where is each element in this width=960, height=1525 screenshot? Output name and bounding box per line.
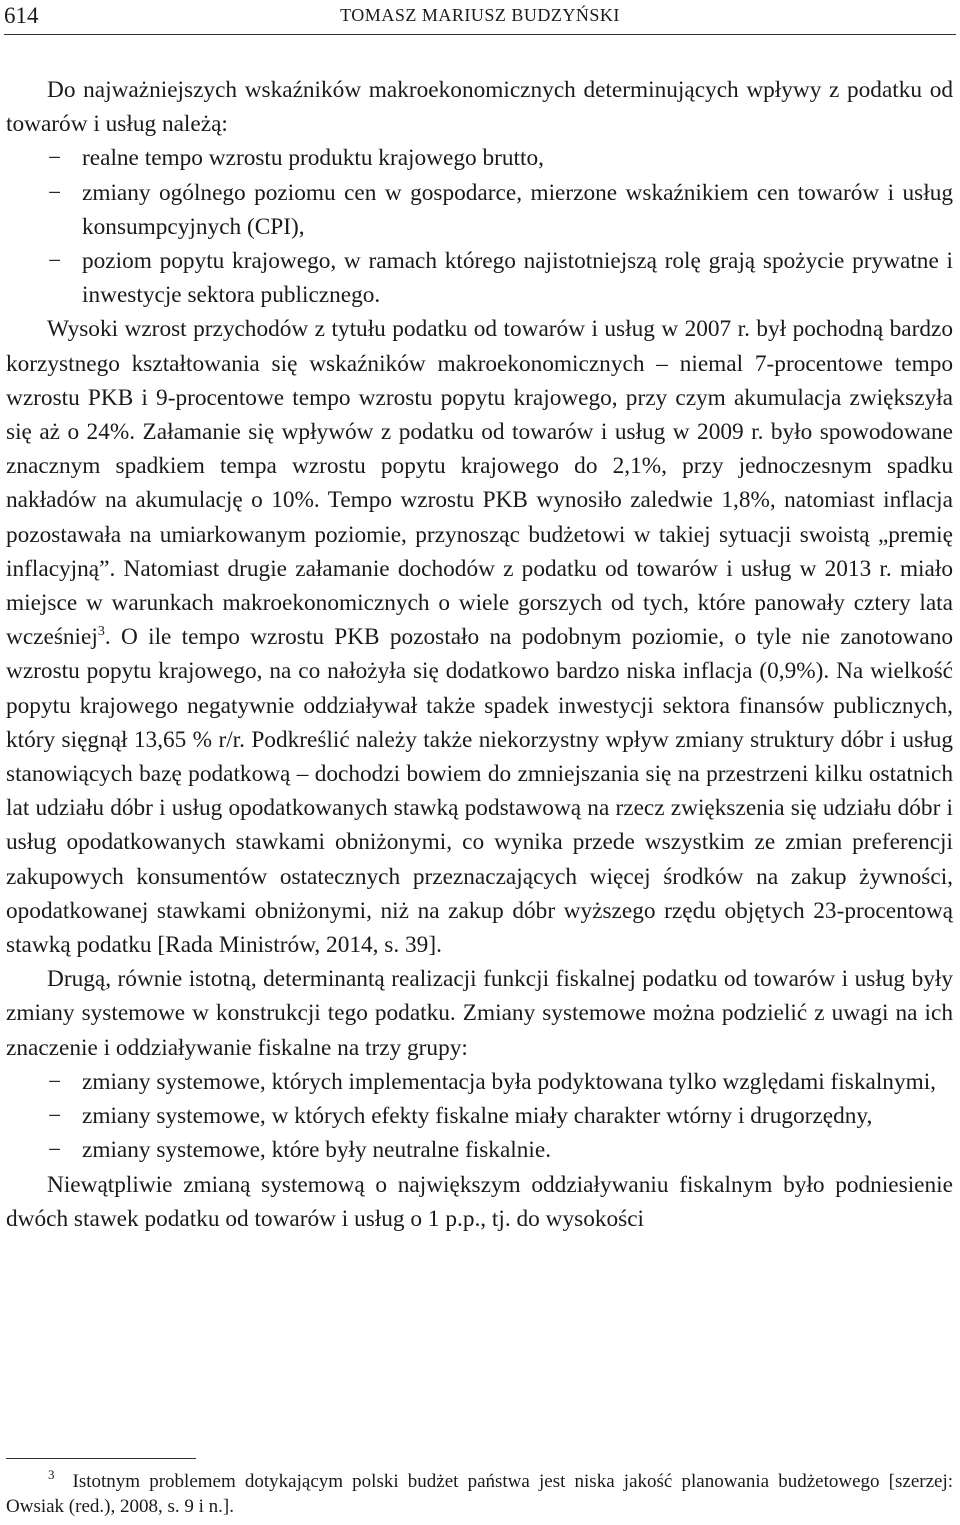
dash-bullet: − [48, 1137, 62, 1164]
list-item [6, 1133, 953, 1167]
footnote-marker: 3 [48, 1467, 55, 1482]
list-item [6, 1099, 953, 1133]
dash-bullet: − [48, 145, 62, 172]
list-item-text: realne tempo wzrostu produktu krajowego brutto, [82, 145, 544, 172]
running-head: TOMASZ MARIUSZ BUDZYŃSKI [340, 5, 620, 25]
main-text [6, 68, 953, 1236]
list-item [6, 244, 953, 312]
determinants-list [6, 141, 953, 312]
list-item-text: zmiany systemowe, które były neutralne fiskalnie. [82, 1137, 552, 1164]
list-item-text: zmiany systemowe, w których efekty fiskalne miały charakter wtórny i drugorzędny, [82, 1103, 873, 1130]
analysis-paragraph [6, 312, 953, 962]
footnote-reference: 3 [97, 624, 105, 640]
list-item-text: poziom popytu krajowego, w ramach którego najistotniejszą rolę grają spożycie prywatne i inwestycje sektora publicznego. [82, 248, 953, 309]
dash-bullet: − [48, 1068, 62, 1095]
dash-bullet: − [48, 248, 62, 275]
closing-paragraph: Niewątpliwie zmianą systemową o największym oddziaływaniu fiskalnym było podniesienie dwóch stawek podatku od towarów i usług o 1 p.p., tj. do wysokości [6, 1171, 953, 1232]
systemic-changes-list [6, 1065, 953, 1168]
paragraph-text: Wysoki wzrost przychodów z tytułu podatku od towarów i usług w 2007 r. był pochodną bardzo korzystnego kształtowania się wskaźników makroekonomicznych – niemal 7-procentowe tempo wzrostu PKB i 9-procentowe tempo wzrostu popytu krajowego, przy czym akumulacja zwiększyła się aż o 24%. Załamanie się wpływów z podatku od towarów i usług w 2009 r. było spowodowane znacznym spadkiem tempa wzrostu popytu krajowego do 2,1%, przy jednoczesnym spadku nakładów na akumulację o 10%. Tempo wzrostu PKB wynosiło zaledwie 1,8%, natomiast inflacja pozostawała na umiarkowanym poziomie, przynosząc budżetowi w takiej sytuacji swoistą „premię inflacyjną”. Natomiast drugie załamanie dochodów z podatku od towarów i usług w 2013 r. miało miejsce w warunkach makroekonomicznych o wiele gorszych od tych, które panowały cztery lata wcześniej [6, 316, 953, 651]
footnote [6, 1467, 953, 1519]
footnote-divider [6, 1458, 196, 1459]
list-item-text: zmiany ogólnego poziomu cen w gospodarce, mierzone wskaźnikiem cen towarów i usług konsumpcyjnych (CPI), [82, 179, 953, 240]
page-header [4, 0, 956, 35]
list-item-text: zmiany systemowe, których implementacja była podyktowana tylko względami fiskalnymi, [82, 1068, 937, 1095]
systemic-changes-paragraph: Drugą, równie istotną, determinantą realizacji funkcji fiskalnej podatku od towarów i usług były zmiany systemowe w konstrukcji tego podatku. Zmiany systemowe można podzielić z uwagi na ich znaczenie i oddziaływanie fiskalne na trzy grupy: [6, 966, 953, 1061]
list-item [6, 141, 953, 175]
intro-paragraph: Do najważniejszych wskaźników makroekonomicznych determinujących wpływy z podatku od towarów i usług należą: [6, 77, 953, 138]
dash-bullet: − [48, 1103, 62, 1130]
page-number: 614 [4, 3, 39, 28]
footnote-text: Istotnym problemem dotykającym polski budżet państwa jest niska jakość planowania budżetowego [szerzej: Owsiak (red.), 2008, s. 9 i n.]. [6, 1471, 953, 1517]
list-item [6, 176, 953, 244]
paragraph-text-continued: . O ile tempo wzrostu PKB pozostało na podobnym poziomie, o tyle nie zanotowano wzrostu popytu krajowego, na co nałożyła się dodatkowo bardzo niska inflacja (0,9%). Na wielkość popytu krajowego negatywnie oddziaływał także spadek inwestycji sektora finansów publicznych, który sięgnął 13,65 % r/r. Podkreślić należy także niekorzystny wpływ zmiany struktury dóbr i usług stanowiących bazę podatkową – dochodzi bowiem do zmniejszania się na przestrzeni kilku ostatnich lat udziału dóbr i usług opodatkowanych stawką podstawową na rzecz zwiększenia się udziału dóbr i usług opodatkowanych stawkami obniżonymi, co wynika przede wszystkim ze zmian preferencji zakupowych konsumentów ostatecznych przeznaczających więcej środków na zakup żywności, opodatkowanej stawkami obniżonymi, niż na zakup dóbr wyższego rzędu objętych 23-procentową stawką podatku [Rada Ministrów, 2014, s. 39]. [6, 624, 953, 959]
list-item [6, 1065, 953, 1099]
dash-bullet: − [48, 179, 62, 206]
